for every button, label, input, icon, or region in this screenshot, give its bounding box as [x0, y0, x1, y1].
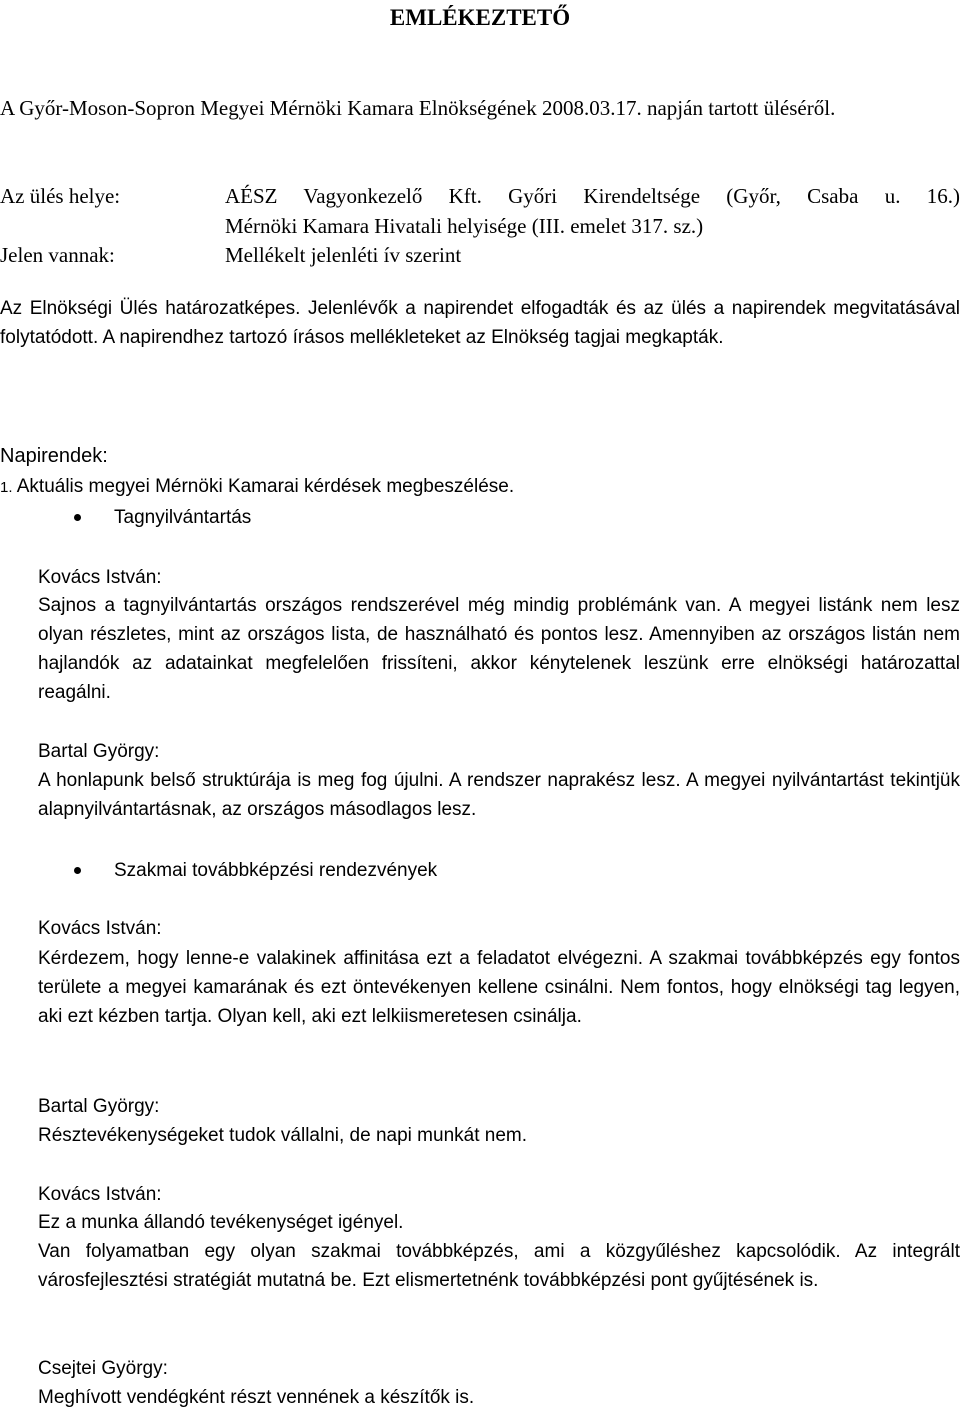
- agenda-item-number: 1.: [0, 479, 13, 496]
- speech-text: Résztevékenységeket tudok vállalni, de napi munkát nem.: [38, 1125, 527, 1146]
- speech-text: Sajnos a tagnyilvántartás országos rendszerével még mindig problémánk van. A megyei listánk nem lesz olyan részletes, mint az országos lista, de használható és pontos lesz. Amennyiben az országos listán nem hajlandók az adatainkat megfelelően frissíteni, akkor kénytelenek leszünk erre elnökségi határozattal reagálni.: [38, 595, 960, 703]
- speaker-label: Kovács István:: [38, 567, 162, 588]
- intro-paragraph: A Győr-Moson-Sopron Megyei Mérnöki Kamara Elnökségének 2008.03.17. napján tartott üléséről.: [0, 96, 836, 120]
- speech-text: Kérdezem, hogy lenne-e valakinek affinitása ezt a feladatot elvégezni. A szakmai továbbképzés egy fontos területe a megyei kamarának és ezt öntevékenyen kellene csinálni. Nem fontos, hogy elnökségi tag legyen, aki ezt kézben tartja. Olyan kell, aki ezt lelkiismeretesen csinálja.: [38, 948, 960, 1027]
- location-label: Az ülés helye:: [0, 184, 121, 208]
- agenda-item-1: [0, 472, 514, 502]
- document-title: EMLÉKEZTETŐ: [389, 5, 571, 30]
- topic-label: Tagnyilvántartás: [114, 507, 252, 528]
- bullet-icon: [74, 867, 81, 874]
- present-label: Jelen vannak:: [0, 243, 115, 267]
- location-row-2: [0, 211, 960, 241]
- location-row: [0, 181, 960, 211]
- bullet-icon: [74, 514, 81, 521]
- location-line1: AÉSZ Vagyonkezelő Kft. Győri Kirendeltsége (Győr, Csaba u. 16.): [225, 184, 960, 208]
- present-row: [0, 240, 960, 270]
- speech-text: A honlapunk belső struktúrája is meg fog újulni. A rendszer naprakész lesz. A megyei nyilvántartást tekintjük alapnyilvántartásnak, az országos másodlagos lesz.: [38, 770, 960, 820]
- speaker-label: Csejtei György:: [38, 1358, 168, 1379]
- status-paragraph: Az Elnökségi Ülés határozatképes. Jelenlévők a napirendet elfogadták és az ülés a napirendek megvitatásával folytatódott. A napirendhez tartozó írásos mellékleteket az Elnökség tagjai megkapták.: [0, 298, 960, 348]
- speaker-label: Kovács István:: [38, 1184, 162, 1205]
- speech-text: Ez a munka állandó tevékenységet igényel.: [38, 1212, 404, 1233]
- location-line2: Mérnöki Kamara Hivatali helyisége (III. emelet 317. sz.): [225, 214, 704, 238]
- topic-label: Szakmai továbbképzési rendezvények: [114, 860, 438, 881]
- speech-text: Van folyamatban egy olyan szakmai továbbképzés, ami a közgyűléshez kapcsolódik. Az integrált városfejlesztési stratégiát mutatná be. Ezt elismertetnénk továbbképzési pont gyűjtésének is.: [38, 1241, 960, 1291]
- agenda-heading: Napirendek:: [0, 445, 108, 467]
- speaker-label: Kovács István:: [38, 918, 162, 939]
- present-value: Mellékelt jelenléti ív szerint: [225, 243, 462, 267]
- speech-text: Meghívott vendégként részt vennének a készítők is.: [38, 1387, 475, 1408]
- speaker-label: Bartal György:: [38, 1096, 160, 1117]
- speaker-label: Bartal György:: [38, 741, 160, 762]
- agenda-item-text: Aktuális megyei Mérnöki Kamarai kérdések megbeszélése.: [16, 476, 515, 497]
